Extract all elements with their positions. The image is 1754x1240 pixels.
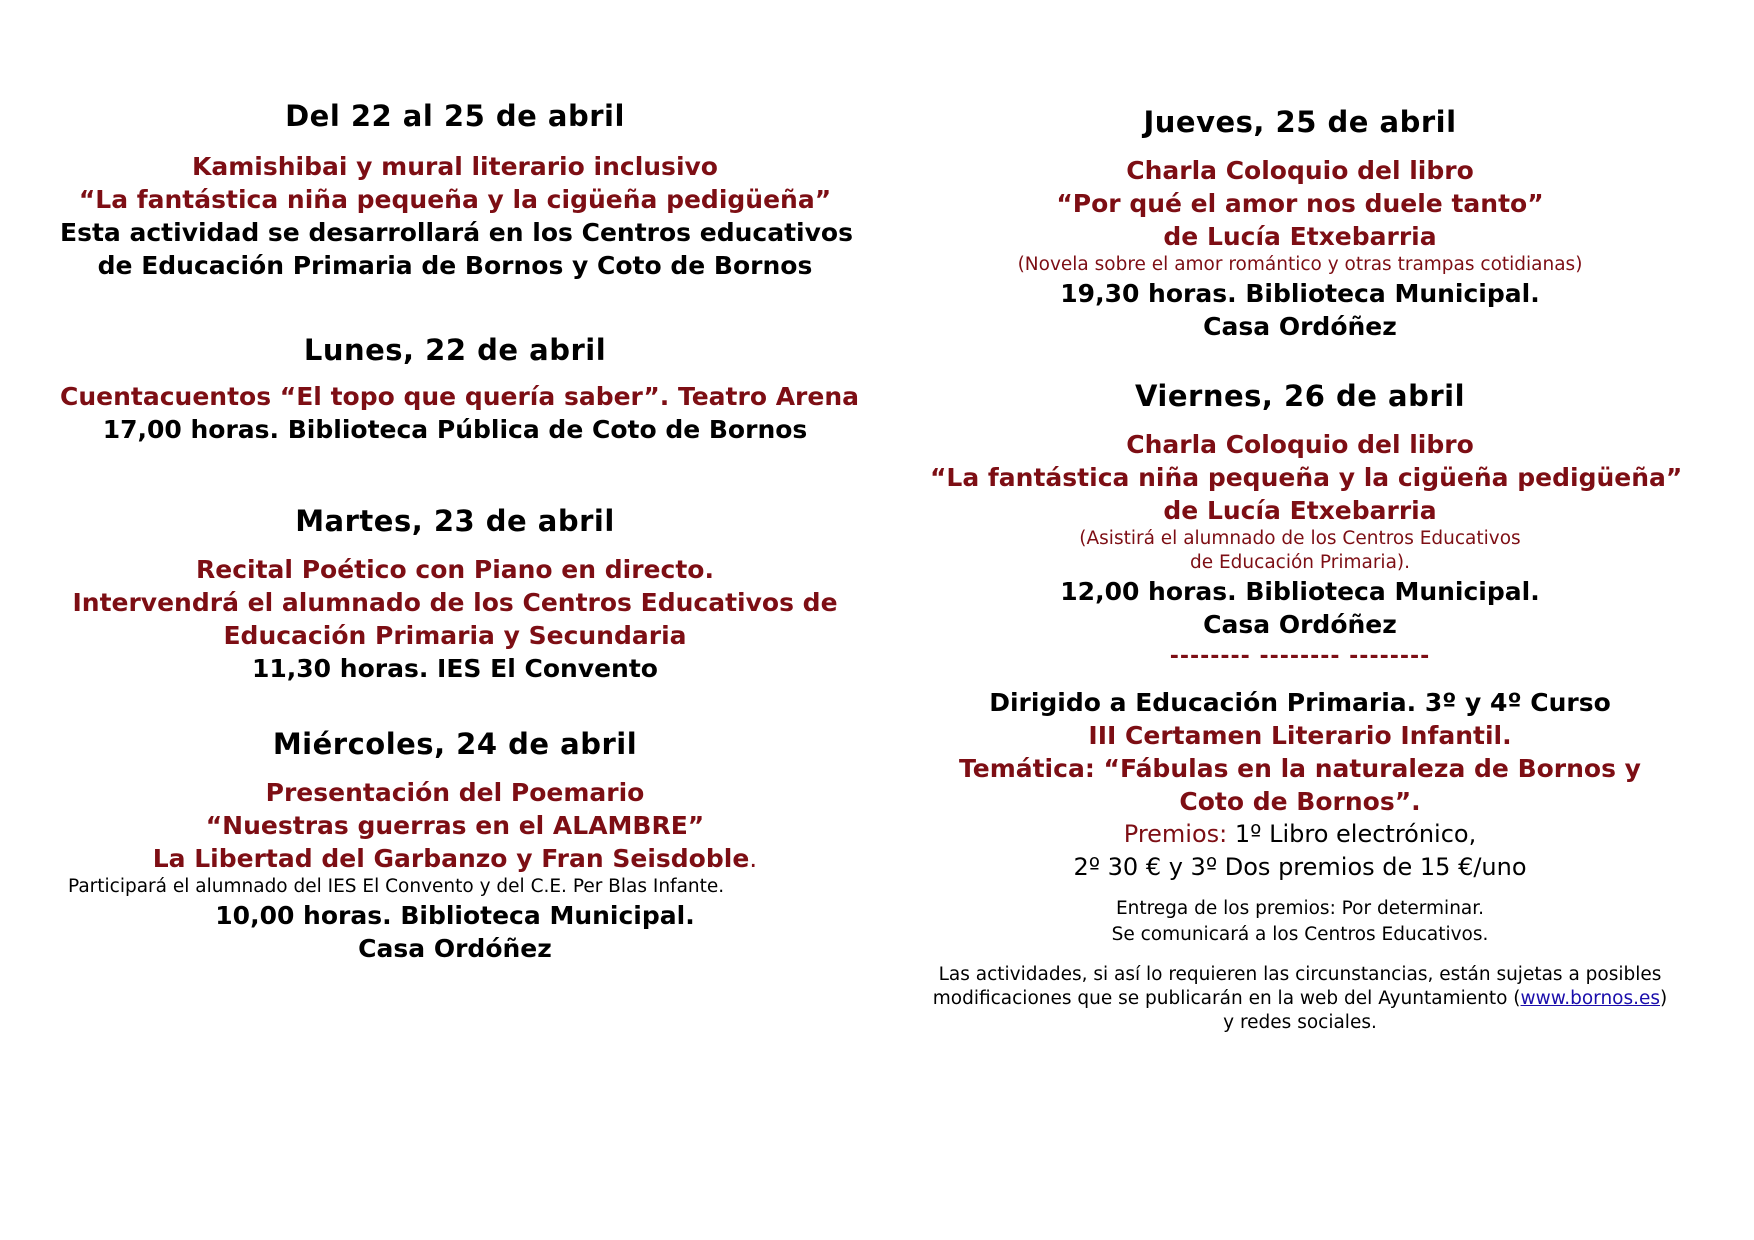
separator: -------- -------- -------- bbox=[1169, 644, 1431, 669]
event-author: de Lucía Etxebarria bbox=[1163, 222, 1437, 251]
event-detail: Intervendrá el alumnado de los Centros Educativos de bbox=[72, 588, 838, 617]
event-time: 12,00 horas. Biblioteca Municipal. bbox=[1060, 577, 1540, 606]
event-block-jueves-25 bbox=[930, 104, 1670, 343]
event-title: Presentación del Poemario bbox=[265, 778, 645, 807]
event-book-title: “La fantástica niña pequeña y la cigüeña pedigüeña” bbox=[930, 463, 1683, 492]
event-book-title: “Nuestras guerras en el ALAMBRE” bbox=[205, 811, 705, 840]
event-detail: Educación Primaria y Secundaria bbox=[223, 621, 687, 650]
footer-notice bbox=[930, 963, 1670, 1035]
contest-audience: Dirigido a Educación Primaria. 3º y 4º Curso bbox=[989, 688, 1611, 717]
event-place: Casa Ordóñez bbox=[358, 934, 552, 963]
event-title: Charla Coloquio del libro bbox=[1126, 156, 1474, 185]
event-time: 19,30 horas. Biblioteca Municipal. bbox=[1060, 279, 1540, 308]
event-heading: Miércoles, 24 de abril bbox=[272, 727, 638, 761]
event-time: 10,00 horas. Biblioteca Municipal. bbox=[215, 901, 695, 930]
event-note: (Novela sobre el amor romántico y otras trampas cotidianas) bbox=[1017, 254, 1583, 275]
event-place: Casa Ordóñez bbox=[1203, 312, 1397, 341]
contest-title: III Certamen Literario Infantil. bbox=[1088, 721, 1512, 750]
event-title: Cuentacuentos “El topo que quería saber”. Teatro Arena bbox=[60, 382, 859, 411]
event-book-title: “Por qué el amor nos duele tanto” bbox=[1056, 189, 1544, 218]
event-block-viernes-26 bbox=[930, 378, 1683, 641]
event-block-miercoles-24 bbox=[60, 726, 850, 965]
event-time-place: 17,00 horas. Biblioteca Pública de Coto de Bornos bbox=[102, 415, 808, 444]
event-title: Kamishibai y mural literario inclusivo bbox=[192, 152, 718, 181]
contest-delivery: Entrega de los premios: Por determinar. bbox=[1115, 898, 1485, 919]
event-description: de Educación Primaria de Bornos y Coto de Bornos bbox=[97, 251, 813, 280]
event-subtitle: “La fantástica niña pequeña y la cigüeña pedigüeña” bbox=[78, 185, 832, 214]
event-note: Participará el alumnado del IES El Convento y del C.E. Per Blas Infante. bbox=[68, 876, 725, 897]
footer-line: modificaciones que se publicarán en la web del Ayuntamiento (www.bornos.es) bbox=[932, 988, 1668, 1009]
event-authors: La Libertad del Garbanzo y Fran Seisdoble. bbox=[152, 844, 758, 873]
contest-prizes: Premios: 1º Libro electrónico, bbox=[1123, 820, 1477, 848]
event-heading: Del 22 al 25 de abril bbox=[285, 99, 625, 133]
event-place: Casa Ordóñez bbox=[1203, 610, 1397, 639]
event-heading: Viernes, 26 de abril bbox=[1134, 379, 1466, 413]
footer-line: Las actividades, si así lo requieren las circunstancias, están sujetas a posibles bbox=[938, 964, 1662, 985]
contest-prizes: 2º 30 € y 3º Dos premios de 15 €/uno bbox=[1073, 853, 1527, 881]
event-heading: Martes, 23 de abril bbox=[295, 504, 615, 538]
event-note: (Asistirá el alumnado de los Centros Educativos bbox=[1079, 528, 1521, 549]
contest-delivery: Se comunicará a los Centros Educativos. bbox=[1111, 924, 1489, 945]
event-block-lunes-22 bbox=[60, 332, 859, 446]
contest-theme: Coto de Bornos”. bbox=[1179, 787, 1421, 816]
footer-line: y redes sociales. bbox=[1223, 1012, 1377, 1033]
event-heading: Jueves, 25 de abril bbox=[1143, 105, 1457, 139]
contest-theme: Temática: “Fábulas en la naturaleza de Bornos y bbox=[959, 754, 1641, 783]
event-block-martes-23 bbox=[60, 503, 850, 685]
event-description: Esta actividad se desarrollará en los Centros educativos bbox=[60, 218, 853, 247]
event-heading: Lunes, 22 de abril bbox=[303, 333, 607, 367]
event-title: Recital Poético con Piano en directo. bbox=[196, 555, 714, 584]
website-link[interactable]: www.bornos.es bbox=[1520, 988, 1661, 1009]
event-time-place: 11,30 horas. IES El Convento bbox=[252, 654, 658, 683]
event-block-del-22-al-25 bbox=[60, 98, 853, 282]
event-author: de Lucía Etxebarria bbox=[1163, 496, 1437, 525]
event-title: Charla Coloquio del libro bbox=[1126, 430, 1474, 459]
contest-block bbox=[930, 686, 1670, 948]
event-note: de Educación Primaria). bbox=[1189, 552, 1411, 573]
